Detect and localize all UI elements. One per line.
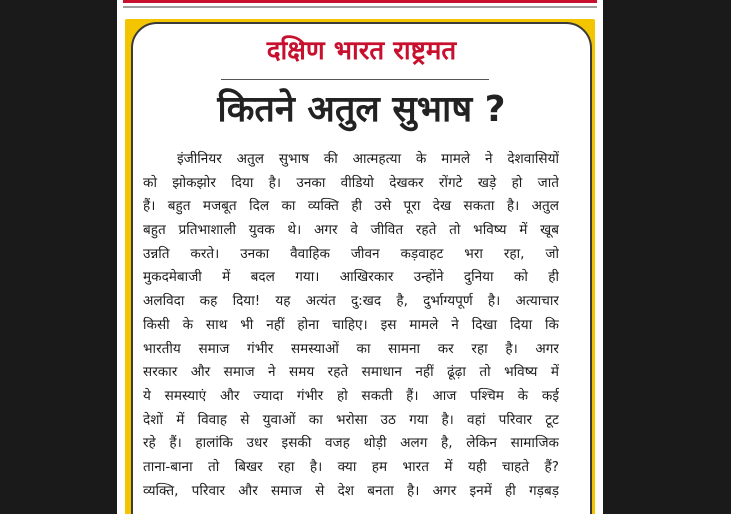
body-line: अलविदा कह दिया! यह अत्यंत दु:खद है, दुर्भाग्यपूर्ण है। अत्याचार	[143, 293, 559, 310]
masthead-underline	[221, 79, 489, 80]
body-line: सरकार और समाज ने समय रहते समाधान नहीं ढूंढ़ा तो भविष्य में	[143, 364, 559, 381]
body-line: बहुत प्रतिभाशाली युवक थे। अगर वे जीवित रहते तो भविष्य में खूब	[143, 222, 559, 239]
body-line: किसी के साथ भी नहीं होना चाहिए। इस मामले ने दिखा दिया कि	[143, 316, 559, 333]
body-line: व्यक्ति, परिवार और समाज से देश बनता है। अगर इनमें ही गड़बड़	[143, 482, 559, 499]
body-line: हैं। बहुत मजबूत दिल का व्यक्ति ही उसे पूरा देख सकता है। अतुल	[143, 198, 559, 215]
article-card	[131, 22, 592, 514]
body-line: ये समस्याएं और ज्यादा गंभीर हो सकती हैं। आज पश्चिम के कई	[143, 387, 559, 404]
top-red-rule	[123, 0, 597, 3]
body-line: उन्नति करते। उनका वैवाहिक जीवन कड़वाहट भरा रहा, जो	[143, 245, 559, 262]
body-line: मुकदमेबाजी में बदल गया। आखिरकार उन्होंने दुनिया को ही	[143, 269, 559, 286]
top-gray-rule	[123, 6, 597, 8]
column-masthead: दक्षिण भारत राष्ट्रमत	[266, 36, 457, 66]
body-line: देशों में विवाह से युवाओं का भरोसा उठ गया है। वहां परिवार टूट	[143, 411, 559, 428]
newspaper-page	[117, 0, 603, 514]
body-line: ताना-बाना तो बिखर रहा है। क्या हम भारत में यही चाहते हैं?	[143, 458, 559, 475]
body-line: इंजीनियर अतुल सुभाष की आत्महत्या के मामले ने देशवासियों	[177, 151, 559, 167]
body-line: भारतीय समाज गंभीर समस्याओं का सामना कर रहा है। अगर	[143, 340, 559, 357]
body-line: को झोकझोर दिया है। उनका वीडियो देखकर रोंगटे खड़े हो जाते	[143, 174, 559, 191]
body-line: रहे हैं। हालांकि उधर इसकी वजह थोड़ी अलग है, लेकिन सामाजिक	[143, 435, 559, 452]
article-body	[143, 148, 559, 503]
article-headline: कितने अतुल सुभाष ?	[217, 89, 506, 130]
